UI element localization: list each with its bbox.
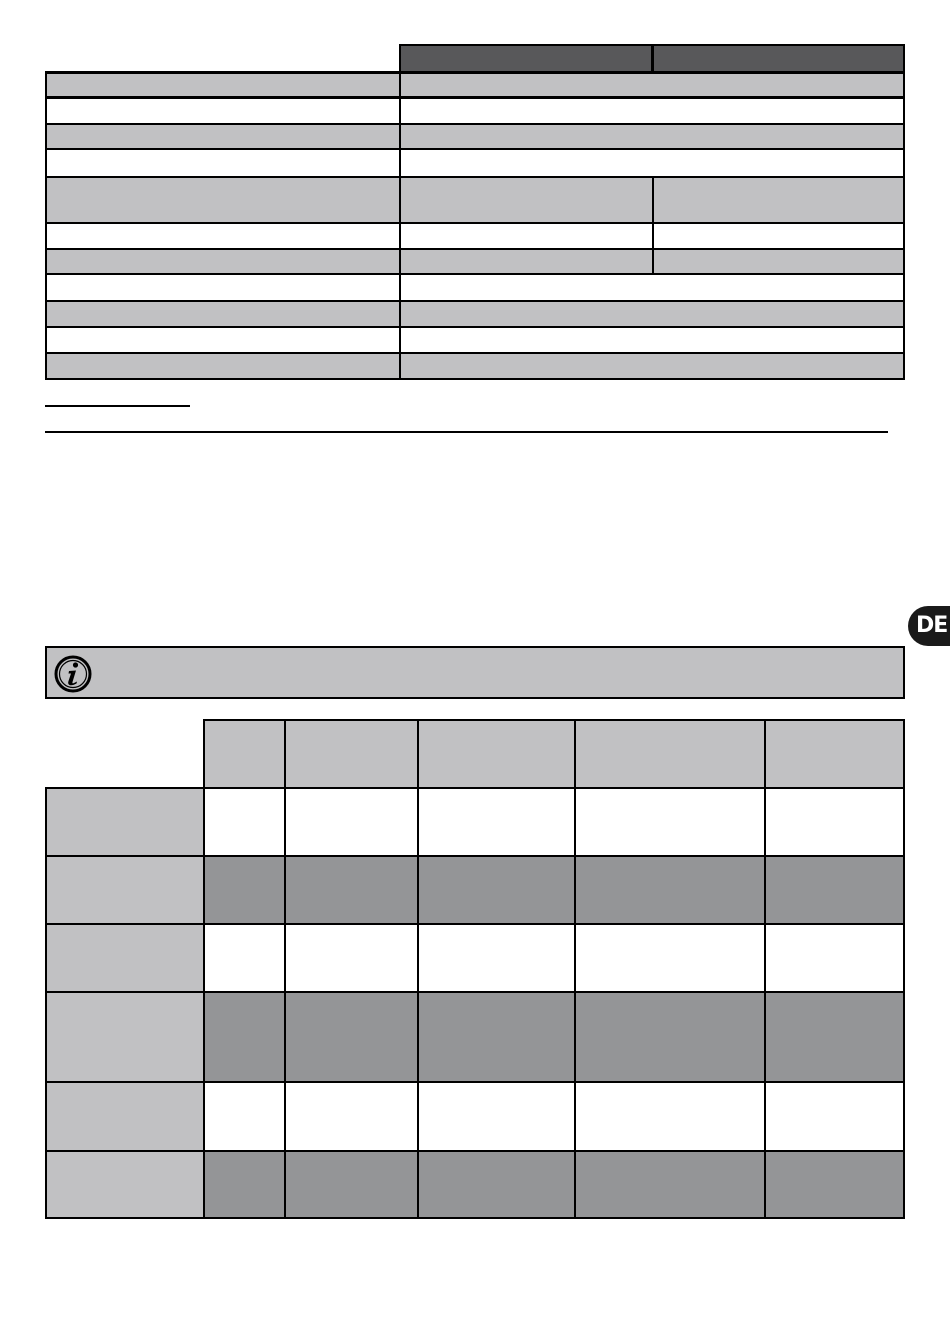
matrix-header-col-5	[764, 719, 905, 789]
matrix-row-1-c3	[417, 787, 576, 857]
matrix-header-col-3	[417, 719, 576, 789]
matrix-row-1-c2	[284, 787, 419, 857]
spec-header-col-2	[652, 44, 905, 73]
matrix-row-3-c2	[284, 923, 419, 993]
spec-row-7-value-a	[399, 248, 654, 275]
spec-row-4-value	[399, 148, 905, 178]
matrix-row-3-c5	[764, 923, 905, 993]
matrix-row-5-c3	[417, 1081, 576, 1152]
spec-row-10-label	[45, 326, 401, 354]
matrix-row-5-c2	[284, 1081, 419, 1152]
spec-row-6-value-a	[399, 222, 654, 250]
matrix-row-5-label	[45, 1081, 205, 1152]
matrix-row-6-c4	[574, 1150, 766, 1219]
section-divider	[45, 431, 888, 433]
matrix-row-3-c1	[203, 923, 286, 993]
matrix-row-2-c2	[284, 855, 419, 925]
spec-row-10-value	[399, 326, 905, 354]
spec-row-3-label	[45, 123, 401, 150]
spec-row-11-value	[399, 352, 905, 380]
spec-row-6-value-b	[652, 222, 905, 250]
matrix-row-6-c2	[284, 1150, 419, 1219]
matrix-row-4-c2	[284, 991, 419, 1083]
spec-row-4-label	[45, 148, 401, 178]
matrix-row-4-c1	[203, 991, 286, 1083]
spec-header-col-1	[399, 44, 653, 73]
matrix-header-col-2	[284, 719, 419, 789]
spec-row-8-value	[399, 273, 905, 302]
spec-row-2-label	[45, 97, 401, 125]
section-heading-underline	[45, 405, 190, 407]
matrix-row-4-c4	[574, 991, 766, 1083]
matrix-header-col-1	[203, 719, 286, 789]
spec-row-6-label	[45, 222, 401, 250]
matrix-row-2-c1	[203, 855, 286, 925]
matrix-row-5-c1	[203, 1081, 286, 1152]
info-note-bar	[45, 646, 905, 699]
matrix-row-3-c3	[417, 923, 576, 993]
spec-row-8-label	[45, 273, 401, 302]
matrix-row-6-c1	[203, 1150, 286, 1219]
spec-row-5-value-a	[399, 176, 654, 224]
spec-row-7-label	[45, 248, 401, 275]
matrix-row-2-c4	[574, 855, 766, 925]
matrix-row-2-c3	[417, 855, 576, 925]
matrix-row-4-label	[45, 991, 205, 1083]
matrix-row-1-c5	[764, 787, 905, 857]
spec-row-7-value-b	[652, 248, 905, 275]
spec-row-9-value	[399, 300, 905, 328]
matrix-row-4-c5	[764, 991, 905, 1083]
spec-row-9-label	[45, 300, 401, 328]
matrix-row-3-c4	[574, 923, 766, 993]
matrix-row-2-label	[45, 855, 205, 925]
spec-row-5-label	[45, 176, 401, 224]
matrix-row-5-c4	[574, 1081, 766, 1152]
matrix-row-3-label	[45, 923, 205, 993]
matrix-header-col-4	[574, 719, 766, 789]
matrix-row-6-label	[45, 1150, 205, 1219]
matrix-row-1-label	[45, 787, 205, 857]
matrix-row-1-c1	[203, 787, 286, 857]
matrix-row-5-c5	[764, 1081, 905, 1152]
matrix-row-2-c5	[764, 855, 905, 925]
matrix-row-6-c3	[417, 1150, 576, 1219]
language-tab[interactable]: DE	[908, 606, 950, 646]
spec-row-1-label	[45, 72, 401, 98]
spec-row-1-value	[399, 72, 905, 98]
spec-row-11-label	[45, 352, 401, 380]
spec-row-5-value-b	[652, 176, 905, 224]
spec-row-2-value	[399, 97, 905, 125]
matrix-row-1-c4	[574, 787, 766, 857]
matrix-row-6-c5	[764, 1150, 905, 1219]
spec-row-3-value	[399, 123, 905, 150]
matrix-row-4-c3	[417, 991, 576, 1083]
info-icon	[53, 654, 93, 694]
